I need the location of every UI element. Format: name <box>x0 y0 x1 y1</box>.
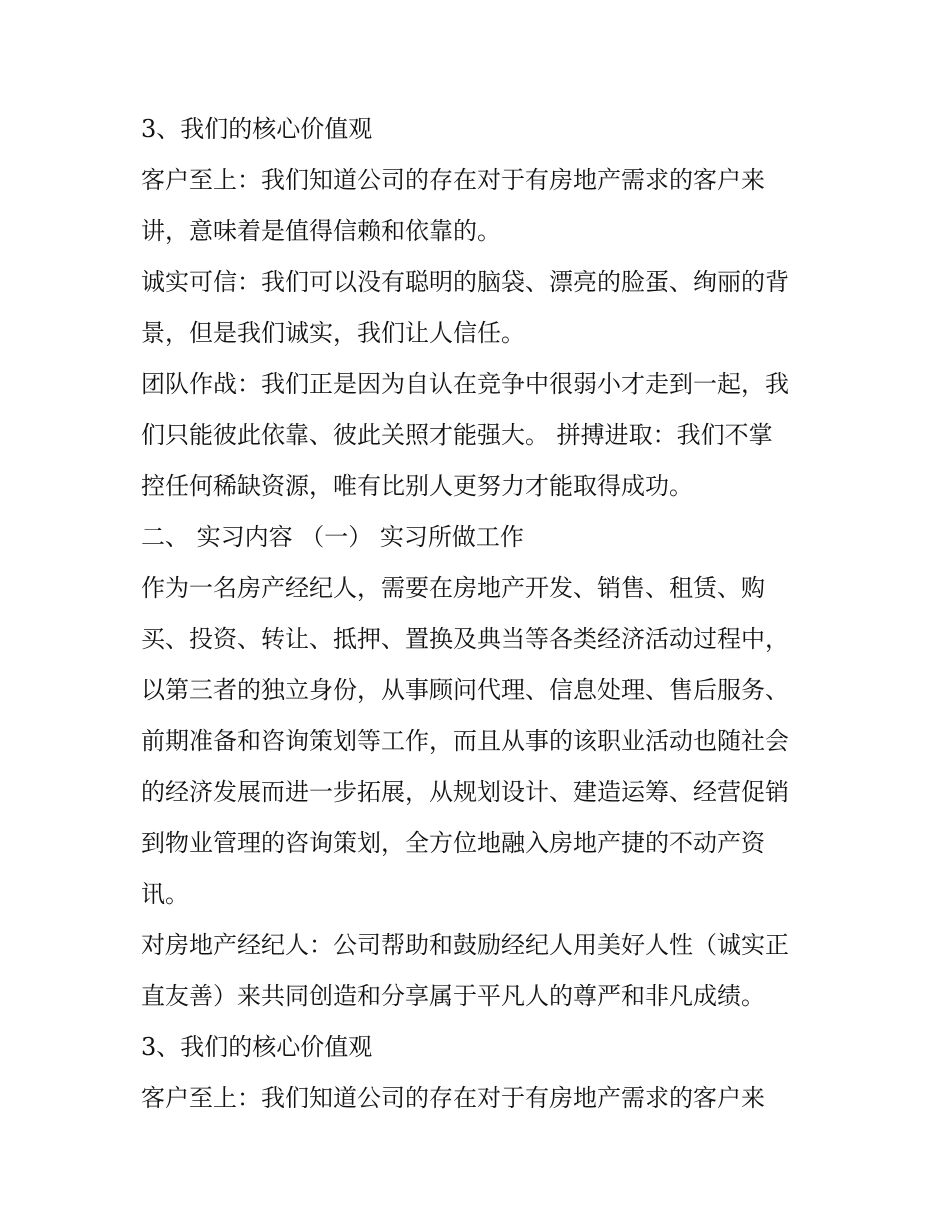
section-heading-internship-content: 二、 实习内容 （一） 实习所做工作 <box>141 523 524 551</box>
paragraph-line: 景，但是我们诚实，我们让人信任。 <box>141 319 525 347</box>
paragraph-line: 以第三者的独立身份，从事顾问代理、信息处理、售后服务、 <box>141 676 789 704</box>
paragraph-line: 作为一名房产经纪人，需要在房地产开发、销售、租赁、购 <box>141 574 765 602</box>
paragraph-line: 客户至上：我们知道公司的存在对于有房地产需求的客户来 <box>141 166 765 194</box>
paragraph-line: 直友善）来共同创造和分享属于平凡人的尊严和非凡成绩。 <box>141 982 765 1010</box>
section-heading-core-values-repeat: 3、我们的核心价值观 <box>141 1033 373 1061</box>
paragraph-line: 讯。 <box>141 880 189 908</box>
paragraph-line: 的经济发展而进一步拓展，从规划设计、建造运筹、经营促销 <box>141 778 789 806</box>
paragraph-line: 控任何稀缺资源，唯有比别人更努力才能取得成功。 <box>141 472 693 500</box>
paragraph-line: 到物业管理的咨询策划，全方位地融入房地产捷的不动产资 <box>141 829 765 857</box>
paragraph-line: 前期准备和咨询策划等工作，而且从事的该职业活动也随社会 <box>141 727 789 755</box>
paragraph-line: 买、投资、转让、抵押、置换及典当等各类经济活动过程中， <box>141 625 789 653</box>
paragraph-line: 团队作战：我们正是因为自认在竞争中很弱小才走到一起，我 <box>141 370 789 398</box>
paragraph-line: 诚实可信：我们可以没有聪明的脑袋、漂亮的脸蛋、绚丽的背 <box>141 268 789 296</box>
paragraph-line: 们只能彼此依靠、彼此关照才能强大。 拼搏进取：我们不掌 <box>141 421 773 449</box>
paragraph-line: 对房地产经纪人：公司帮助和鼓励经纪人用美好人性（诚实正 <box>141 931 789 959</box>
paragraph-line: 客户至上：我们知道公司的存在对于有房地产需求的客户来 <box>141 1084 765 1112</box>
section-heading-core-values: 3、我们的核心价值观 <box>141 115 373 143</box>
paragraph-line: 讲，意味着是值得信赖和依靠的。 <box>141 217 501 245</box>
